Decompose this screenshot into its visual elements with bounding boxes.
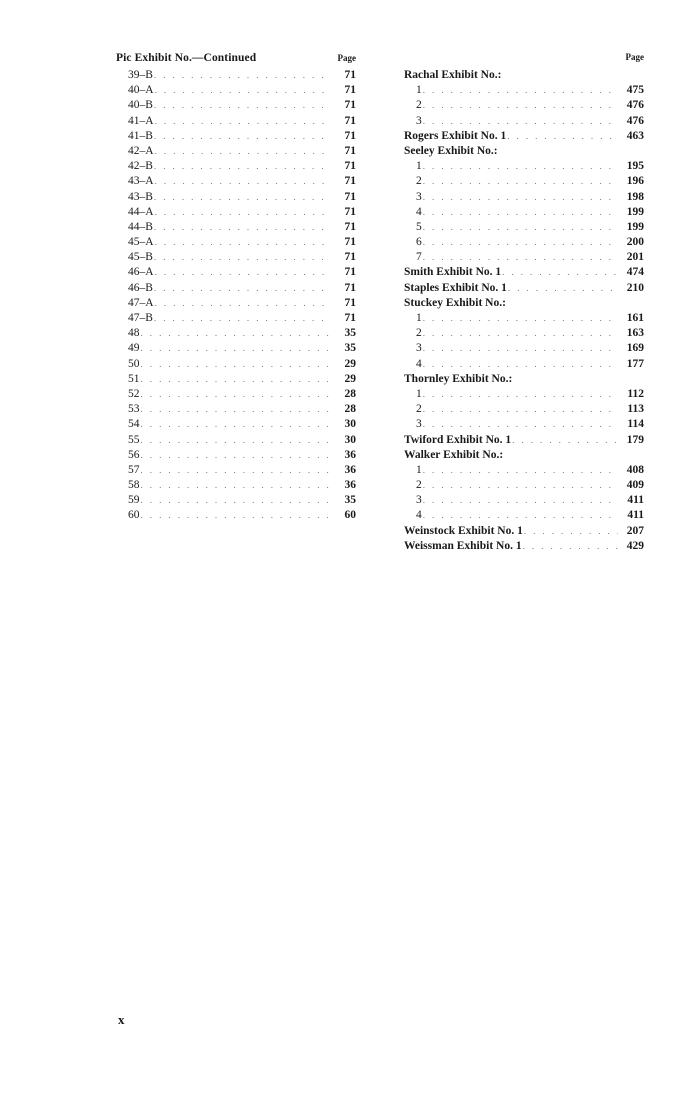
entry-label: 45–B bbox=[128, 251, 153, 264]
index-entry bbox=[116, 281, 356, 296]
entry-page-number: 199 bbox=[626, 220, 644, 233]
index-entry bbox=[404, 311, 644, 326]
index-entry bbox=[404, 357, 644, 372]
index-entry bbox=[404, 341, 644, 356]
entry-label: Stuckey Exhibit No.: bbox=[404, 296, 506, 309]
index-entry bbox=[116, 144, 356, 159]
dot-leader bbox=[523, 539, 618, 554]
entry-label: 3 bbox=[416, 342, 422, 355]
dot-leader bbox=[423, 417, 618, 432]
entry-page-number: 177 bbox=[626, 357, 644, 370]
entry-label: 40–A bbox=[128, 84, 154, 97]
entry-label: Seeley Exhibit No.: bbox=[404, 144, 498, 157]
entry-label: 57 bbox=[128, 463, 140, 476]
dot-leader bbox=[423, 174, 618, 189]
entry-page-number: 35 bbox=[344, 494, 356, 507]
index-entry bbox=[116, 463, 356, 478]
index-entry bbox=[404, 220, 644, 235]
entry-label: 40–B bbox=[128, 99, 153, 112]
entry-page-number: 28 bbox=[344, 403, 356, 416]
left-entry-list bbox=[116, 68, 356, 524]
entry-page-number: 411 bbox=[627, 494, 644, 507]
entry-label: 2 bbox=[416, 479, 422, 492]
entry-page-number: 60 bbox=[344, 509, 356, 522]
entry-label: 4 bbox=[416, 509, 422, 522]
right-entry-list bbox=[404, 68, 644, 554]
entry-page-number: 71 bbox=[344, 220, 356, 233]
entry-page-number: 71 bbox=[344, 129, 356, 142]
entry-label: 2 bbox=[416, 175, 422, 188]
entry-label: 43–A bbox=[128, 175, 154, 188]
dot-leader bbox=[508, 281, 618, 296]
index-entry bbox=[404, 508, 644, 523]
index-entry bbox=[404, 174, 644, 189]
dot-leader bbox=[423, 402, 618, 417]
entry-page-number: 71 bbox=[344, 99, 356, 112]
entry-page-number: 28 bbox=[344, 387, 356, 400]
index-entry bbox=[116, 341, 356, 356]
entry-page-number: 71 bbox=[344, 266, 356, 279]
entry-label: 43–B bbox=[128, 190, 153, 203]
dot-leader bbox=[512, 433, 618, 448]
left-index-column bbox=[116, 52, 356, 524]
entry-page-number: 30 bbox=[344, 433, 356, 446]
entry-label: Staples Exhibit No. 1 bbox=[404, 281, 507, 294]
entry-label: 58 bbox=[128, 479, 140, 492]
entry-label: 46–B bbox=[128, 281, 153, 294]
dot-leader bbox=[423, 98, 618, 113]
entry-page-number: 71 bbox=[344, 296, 356, 309]
index-entry bbox=[404, 281, 644, 296]
entry-page-number: 36 bbox=[344, 479, 356, 492]
entry-label: 46–A bbox=[128, 266, 154, 279]
index-entry bbox=[404, 326, 644, 341]
right-column-header bbox=[404, 52, 644, 68]
entry-label: 48 bbox=[128, 327, 140, 340]
entry-label: 3 bbox=[416, 494, 422, 507]
entry-label: 6 bbox=[416, 236, 422, 249]
entry-label: 60 bbox=[128, 509, 140, 522]
index-entry bbox=[404, 463, 644, 478]
dot-leader bbox=[502, 265, 618, 280]
entry-label: 41–B bbox=[128, 129, 153, 142]
index-heading bbox=[404, 448, 644, 463]
entry-page-number: 169 bbox=[626, 342, 644, 355]
entry-page-number: 71 bbox=[344, 160, 356, 173]
entry-label: 5 bbox=[416, 220, 422, 233]
entry-label: 47–A bbox=[128, 296, 154, 309]
index-heading bbox=[404, 68, 644, 83]
index-entry bbox=[116, 448, 356, 463]
entry-label: Twiford Exhibit No. 1 bbox=[404, 433, 512, 446]
entry-label: Smith Exhibit No. 1 bbox=[404, 266, 502, 279]
entry-page-number: 35 bbox=[344, 327, 356, 340]
entry-label: 3 bbox=[416, 114, 422, 127]
entry-label: 42–B bbox=[128, 160, 153, 173]
index-heading bbox=[404, 372, 644, 387]
index-entry bbox=[116, 402, 356, 417]
entry-page-number: 30 bbox=[344, 418, 356, 431]
dot-leader bbox=[154, 250, 330, 265]
entry-page-number: 114 bbox=[627, 418, 644, 431]
entry-label: 49 bbox=[128, 342, 140, 355]
index-entry bbox=[116, 478, 356, 493]
entry-page-number: 408 bbox=[626, 463, 644, 476]
entry-label: 44–A bbox=[128, 205, 154, 218]
entry-page-number: 71 bbox=[344, 175, 356, 188]
dot-leader bbox=[155, 144, 330, 159]
entry-page-number: 71 bbox=[344, 84, 356, 97]
dot-leader bbox=[141, 357, 331, 372]
dot-leader bbox=[155, 265, 330, 280]
entry-page-number: 179 bbox=[626, 433, 644, 446]
entry-page-number: 71 bbox=[344, 312, 356, 324]
entry-page-number: 163 bbox=[626, 327, 644, 340]
entry-page-number: 463 bbox=[626, 129, 644, 142]
dot-leader bbox=[141, 417, 331, 432]
dot-leader bbox=[154, 68, 330, 83]
entry-label: 3 bbox=[416, 190, 422, 203]
index-entry bbox=[404, 265, 644, 280]
dot-leader bbox=[423, 463, 618, 478]
entry-page-number: 198 bbox=[626, 190, 644, 203]
entry-page-number: 71 bbox=[344, 114, 356, 127]
entry-label: 52 bbox=[128, 387, 140, 400]
index-entry bbox=[116, 372, 356, 387]
entry-label: Walker Exhibit No.: bbox=[404, 448, 504, 461]
entry-page-number: 71 bbox=[344, 144, 356, 157]
entry-page-number: 476 bbox=[626, 99, 644, 112]
entry-label: 7 bbox=[416, 251, 422, 264]
entry-label: Rogers Exhibit No. 1 bbox=[404, 129, 507, 142]
entry-label: 1 bbox=[416, 312, 422, 324]
dot-leader bbox=[141, 463, 331, 478]
entry-label: 56 bbox=[128, 448, 140, 461]
dot-leader bbox=[423, 508, 618, 523]
entry-page-number: 36 bbox=[344, 463, 356, 476]
dot-leader bbox=[154, 311, 330, 326]
entry-page-number: 71 bbox=[344, 69, 356, 81]
index-entry bbox=[404, 129, 644, 144]
dot-leader bbox=[154, 220, 330, 235]
entry-label: Thornley Exhibit No.: bbox=[404, 372, 513, 385]
entry-label: 1 bbox=[416, 387, 422, 400]
entry-label: 54 bbox=[128, 418, 140, 431]
dot-leader bbox=[423, 159, 618, 174]
entry-page-number: 210 bbox=[626, 281, 644, 294]
entry-label: 59 bbox=[128, 494, 140, 507]
index-entry bbox=[116, 311, 356, 326]
dot-leader bbox=[154, 159, 330, 174]
entry-label: 45–A bbox=[128, 236, 154, 249]
index-entry bbox=[116, 250, 356, 265]
dot-leader bbox=[423, 387, 618, 402]
index-heading bbox=[404, 296, 644, 311]
index-entry bbox=[116, 83, 356, 98]
dot-leader bbox=[141, 372, 331, 387]
dot-leader bbox=[141, 433, 331, 448]
index-entry bbox=[404, 114, 644, 129]
entry-page-number: 29 bbox=[344, 372, 356, 385]
dot-leader bbox=[423, 205, 618, 220]
entry-page-number: 71 bbox=[344, 236, 356, 249]
index-entry bbox=[404, 402, 644, 417]
index-entry bbox=[116, 433, 356, 448]
dot-leader bbox=[423, 83, 618, 98]
index-entry bbox=[116, 296, 356, 311]
dot-leader bbox=[423, 357, 618, 372]
entry-page-number: 113 bbox=[627, 403, 644, 416]
dot-leader bbox=[154, 281, 330, 296]
dot-leader bbox=[154, 98, 330, 113]
index-entry bbox=[116, 68, 356, 83]
entry-label: 53 bbox=[128, 403, 140, 416]
dot-leader bbox=[524, 524, 618, 539]
entry-label: 1 bbox=[416, 84, 422, 97]
entry-page-number: 207 bbox=[626, 524, 644, 537]
entry-label: 2 bbox=[416, 403, 422, 416]
entry-page-number: 71 bbox=[344, 281, 356, 294]
entry-label: 3 bbox=[416, 418, 422, 431]
dot-leader bbox=[155, 174, 330, 189]
entry-label: 44–B bbox=[128, 220, 153, 233]
index-entry bbox=[116, 129, 356, 144]
entry-label: Weinstock Exhibit No. 1 bbox=[404, 524, 523, 537]
index-entry bbox=[404, 235, 644, 250]
entry-page-number: 411 bbox=[627, 509, 644, 522]
page-number: x bbox=[118, 1012, 125, 1027]
dot-leader bbox=[155, 114, 330, 129]
index-entry bbox=[404, 159, 644, 174]
entry-label: 51 bbox=[128, 372, 140, 385]
dot-leader bbox=[141, 341, 331, 356]
dot-leader bbox=[423, 114, 618, 129]
index-entry bbox=[116, 493, 356, 508]
left-column-header bbox=[116, 52, 356, 68]
index-entry bbox=[116, 326, 356, 341]
entry-label: 47–B bbox=[128, 312, 153, 324]
entry-label: 41–A bbox=[128, 114, 154, 127]
entry-page-number: 475 bbox=[626, 84, 644, 97]
entry-page-number: 195 bbox=[626, 160, 644, 173]
entry-page-number: 196 bbox=[626, 175, 644, 188]
entry-label: Rachal Exhibit No.: bbox=[404, 69, 502, 81]
entry-page-number: 201 bbox=[626, 251, 644, 264]
entry-page-number: 476 bbox=[626, 114, 644, 127]
dot-leader bbox=[141, 478, 331, 493]
index-entry bbox=[404, 250, 644, 265]
entry-label: 39–B bbox=[128, 69, 153, 81]
entry-page-number: 36 bbox=[344, 448, 356, 461]
entry-label: Weissman Exhibit No. 1 bbox=[404, 539, 522, 552]
right-page-label: Page bbox=[625, 52, 644, 62]
entry-label: 42–A bbox=[128, 144, 154, 157]
dot-leader bbox=[423, 478, 618, 493]
entry-page-number: 409 bbox=[626, 479, 644, 492]
index-entry bbox=[116, 114, 356, 129]
index-entry bbox=[404, 433, 644, 448]
dot-leader bbox=[423, 341, 618, 356]
dot-leader bbox=[141, 326, 331, 341]
entry-page-number: 35 bbox=[344, 342, 356, 355]
index-entry bbox=[116, 159, 356, 174]
entry-label: 4 bbox=[416, 357, 422, 370]
entry-page-number: 474 bbox=[626, 266, 644, 279]
entry-page-number: 71 bbox=[344, 205, 356, 218]
dot-leader bbox=[154, 190, 330, 205]
index-entry bbox=[404, 190, 644, 205]
index-entry bbox=[404, 387, 644, 402]
entry-page-number: 29 bbox=[344, 357, 356, 370]
index-entry bbox=[404, 83, 644, 98]
dot-leader bbox=[155, 83, 330, 98]
entry-page-number: 199 bbox=[626, 205, 644, 218]
entry-page-number: 200 bbox=[626, 236, 644, 249]
entry-label: 50 bbox=[128, 357, 140, 370]
dot-leader bbox=[154, 129, 330, 144]
left-column-heading: Pic Exhibit No.—Continued bbox=[116, 52, 257, 64]
index-entry bbox=[404, 493, 644, 508]
index-entry bbox=[404, 524, 644, 539]
dot-leader bbox=[423, 250, 618, 265]
entry-label: 2 bbox=[416, 327, 422, 340]
dot-leader bbox=[155, 205, 330, 220]
index-entry bbox=[116, 357, 356, 372]
entry-page-number: 71 bbox=[344, 251, 356, 264]
left-page-label: Page bbox=[337, 53, 356, 63]
dot-leader bbox=[141, 387, 331, 402]
index-entry bbox=[404, 478, 644, 493]
index-entry bbox=[116, 387, 356, 402]
index-entry bbox=[116, 508, 356, 523]
entry-label: 2 bbox=[416, 99, 422, 112]
right-index-column bbox=[404, 52, 644, 554]
dot-leader bbox=[155, 296, 330, 311]
entry-page-number: 429 bbox=[626, 539, 644, 552]
entry-label: 1 bbox=[416, 463, 422, 476]
index-entry bbox=[116, 174, 356, 189]
index-entry bbox=[404, 539, 644, 554]
dot-leader bbox=[423, 326, 618, 341]
dot-leader bbox=[155, 235, 330, 250]
dot-leader bbox=[423, 493, 618, 508]
index-entry bbox=[116, 235, 356, 250]
dot-leader bbox=[423, 311, 618, 326]
entry-label: 55 bbox=[128, 433, 140, 446]
index-entry bbox=[116, 220, 356, 235]
entry-page-number: 161 bbox=[626, 312, 644, 324]
dot-leader bbox=[141, 493, 331, 508]
dot-leader bbox=[507, 129, 618, 144]
index-entry bbox=[404, 205, 644, 220]
index-entry bbox=[116, 205, 356, 220]
dot-leader bbox=[141, 402, 331, 417]
index-entry bbox=[116, 417, 356, 432]
dot-leader bbox=[423, 235, 618, 250]
entry-label: 1 bbox=[416, 160, 422, 173]
entry-page-number: 112 bbox=[627, 387, 644, 400]
entry-label: 4 bbox=[416, 205, 422, 218]
entry-page-number: 71 bbox=[344, 190, 356, 203]
index-entry bbox=[116, 98, 356, 113]
index-heading bbox=[404, 144, 644, 159]
dot-leader bbox=[141, 508, 331, 523]
dot-leader bbox=[141, 448, 331, 463]
dot-leader bbox=[423, 190, 618, 205]
index-entry bbox=[116, 190, 356, 205]
dot-leader bbox=[423, 220, 618, 235]
index-entry bbox=[404, 417, 644, 432]
index-entry bbox=[116, 265, 356, 280]
index-entry bbox=[404, 98, 644, 113]
